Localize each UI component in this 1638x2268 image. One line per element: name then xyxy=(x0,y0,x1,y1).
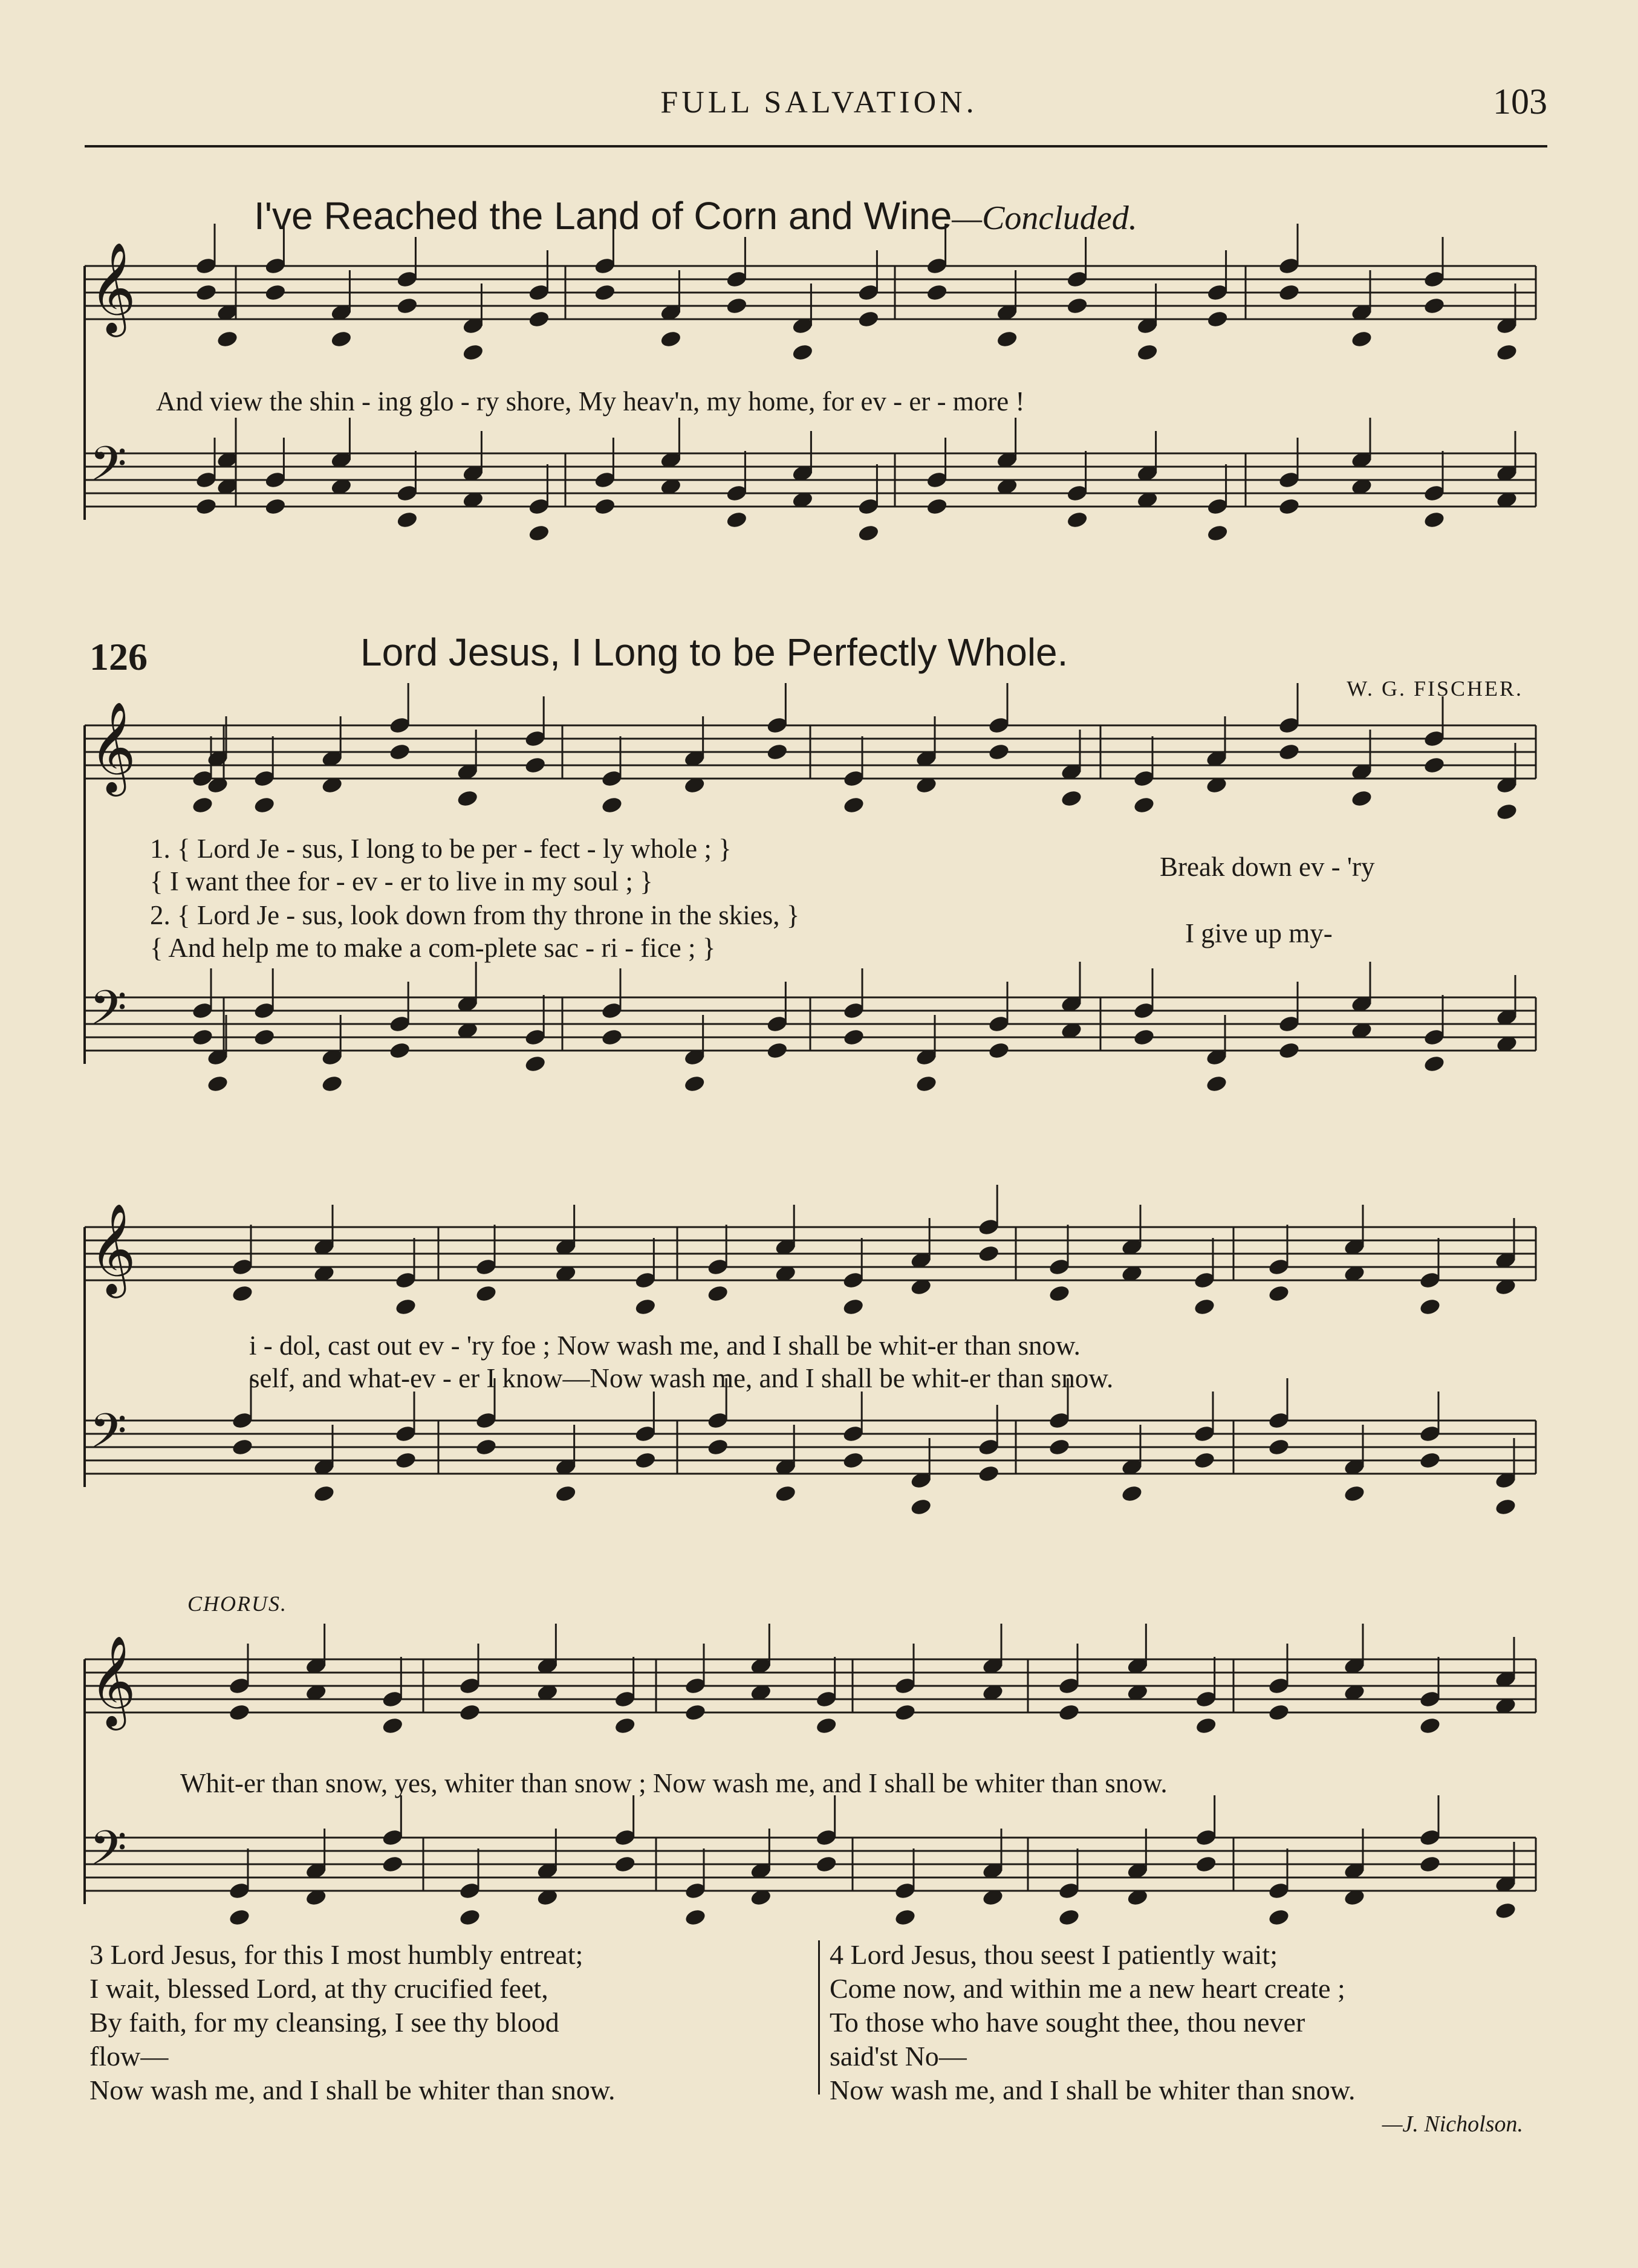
notehead xyxy=(594,283,617,302)
notehead xyxy=(382,1716,405,1735)
bass-clef-icon: 𝄢 xyxy=(89,436,127,504)
notehead xyxy=(1205,1074,1228,1094)
treble-clef-icon: 𝄞 xyxy=(89,241,136,333)
s2-verse1: i - dol, cast out ev - 'ry foe ; Now wash me, and I shall be whit-er than snow. xyxy=(249,1330,1081,1361)
verse-3-line: 3 Lord Jesus, for this I most humbly entreat; xyxy=(89,1939,583,1970)
notehead xyxy=(766,1041,789,1060)
notehead xyxy=(231,1437,254,1457)
notehead xyxy=(1278,497,1301,516)
notehead xyxy=(195,283,218,302)
notehead xyxy=(330,329,353,349)
notehead xyxy=(842,1451,865,1470)
s1-verse2-line-b: { And help me to make a com-plete sac - ri - fice ; } xyxy=(150,933,716,963)
notehead xyxy=(394,1297,417,1317)
notehead xyxy=(195,497,218,516)
notehead xyxy=(1195,1716,1218,1735)
notehead xyxy=(660,329,683,349)
prev-hymn-lyric: And view the shin - ing glo - ry shore, My heav'n, my home, for ev - er - more ! xyxy=(156,386,1025,416)
notehead xyxy=(926,497,949,516)
notehead xyxy=(842,1028,865,1047)
verse-4-line: 4 Lord Jesus, thou seest I patiently wait; xyxy=(830,1939,1278,1970)
notehead xyxy=(475,1437,498,1457)
verse-3-line: Now wash me, and I shall be whiter than snow. xyxy=(89,2075,616,2105)
notehead xyxy=(857,523,880,543)
notehead xyxy=(987,742,1010,762)
notehead xyxy=(726,296,749,316)
notehead xyxy=(614,1716,637,1735)
notehead xyxy=(600,1028,623,1047)
notehead xyxy=(313,1484,336,1503)
notehead xyxy=(894,1908,917,1927)
notehead xyxy=(462,343,485,362)
verse-3 xyxy=(89,1938,616,2107)
notehead xyxy=(1060,789,1083,808)
notehead xyxy=(1048,1284,1071,1303)
staff xyxy=(85,1624,1536,1735)
bass-clef-icon: 𝄢 xyxy=(89,980,127,1048)
notehead xyxy=(228,1703,251,1722)
verse-3-line: flow— xyxy=(89,2041,169,2072)
notehead xyxy=(1193,1297,1216,1317)
bass-clef-icon: 𝄢 xyxy=(89,1403,127,1471)
notehead xyxy=(706,1284,729,1303)
notehead xyxy=(528,309,551,329)
verse-3-line: By faith, for my cleansing, I see thy blood xyxy=(89,2007,559,2038)
notehead xyxy=(1423,296,1446,316)
notehead xyxy=(791,343,814,362)
notehead xyxy=(1058,1703,1081,1722)
notehead xyxy=(774,1484,797,1503)
notehead xyxy=(1267,1703,1290,1722)
notehead xyxy=(1419,1297,1441,1317)
verse-divider xyxy=(818,1940,820,2095)
verse-4 xyxy=(830,1938,1356,2107)
notehead xyxy=(977,1464,1000,1483)
notehead xyxy=(1494,1901,1517,1920)
notehead xyxy=(1494,1497,1517,1517)
notehead xyxy=(1267,1284,1290,1303)
notehead xyxy=(683,1074,706,1094)
s1-verse1-tail: Break down ev - 'ry xyxy=(1160,852,1375,882)
notehead xyxy=(1495,343,1518,362)
staff xyxy=(85,224,1536,362)
notehead xyxy=(228,1908,251,1927)
notehead xyxy=(382,1855,405,1874)
notehead xyxy=(634,1297,657,1317)
notehead xyxy=(1350,789,1373,808)
notehead xyxy=(600,795,623,815)
notehead xyxy=(1193,1451,1216,1470)
notehead xyxy=(1206,523,1229,543)
verse-4-line: Come now, and within me a new heart create ; xyxy=(830,1973,1345,2004)
staff xyxy=(85,418,1536,543)
notehead xyxy=(191,795,214,815)
notehead xyxy=(634,1451,657,1470)
composer: W. G. FISCHER. xyxy=(1347,676,1523,701)
notehead xyxy=(1423,510,1446,530)
notehead xyxy=(206,1074,229,1094)
staff xyxy=(85,1378,1536,1517)
staff xyxy=(85,1795,1536,1927)
notehead xyxy=(857,309,880,329)
notehead xyxy=(987,1041,1010,1060)
notehead xyxy=(977,1244,1000,1263)
notehead xyxy=(475,1284,498,1303)
notehead xyxy=(388,742,411,762)
notehead xyxy=(1133,795,1155,815)
chorus-lyric: Whit-er than snow, yes, whiter than snow ; Now wash me, and I shall be whiter than snow. xyxy=(180,1768,1168,1798)
notehead xyxy=(1206,309,1229,329)
notehead xyxy=(1419,1716,1441,1735)
notehead xyxy=(1278,283,1301,302)
notehead xyxy=(1278,742,1301,762)
hymn-title: Lord Jesus, I Long to be Perfectly Whole. xyxy=(360,630,1068,674)
page-number: 103 xyxy=(1493,82,1547,122)
notehead xyxy=(1267,1908,1290,1927)
notehead xyxy=(706,1437,729,1457)
attribution: —J. Nicholson. xyxy=(1382,2111,1523,2137)
notehead xyxy=(1423,756,1446,775)
s1-verse2-tail: I give up my- xyxy=(1185,918,1333,948)
notehead xyxy=(894,1703,917,1722)
notehead xyxy=(1133,1028,1155,1047)
notehead xyxy=(915,1074,938,1094)
staff xyxy=(85,1185,1536,1317)
prev-hymn-title: I've Reached the Land of Corn and Wine xyxy=(254,194,952,238)
notehead xyxy=(1267,1437,1290,1457)
s2-verse2: self, and what-ev - er I know—Now wash me, and I shall be whit-er than snow. xyxy=(249,1363,1114,1393)
notehead xyxy=(524,1054,547,1074)
notehead xyxy=(842,1297,865,1317)
notehead xyxy=(684,1908,707,1927)
s1-verse1-line-b: { I want thee for - ev - er to live in my soul ; } xyxy=(150,866,653,896)
treble-clef-icon: 𝄞 xyxy=(89,1202,136,1294)
notehead xyxy=(253,795,276,815)
staff xyxy=(85,962,1536,1094)
running-title: FULL SALVATION. xyxy=(660,85,978,120)
verse-4-line: Now wash me, and I shall be whiter than snow. xyxy=(830,2075,1356,2105)
notehead xyxy=(1136,343,1159,362)
notehead xyxy=(614,1855,637,1874)
verse-4-line: To those who have sought thee, thou never xyxy=(830,2007,1305,2038)
notehead xyxy=(253,1028,276,1047)
bass-clef-icon: 𝄢 xyxy=(89,1820,127,1888)
notehead xyxy=(388,1041,411,1060)
notehead xyxy=(726,510,749,530)
notehead xyxy=(926,283,949,302)
notehead xyxy=(996,329,1019,349)
notehead xyxy=(191,1028,214,1047)
prev-hymn-concluded: —Concluded. xyxy=(952,199,1137,237)
notehead xyxy=(909,1497,932,1517)
notehead xyxy=(264,497,287,516)
notehead xyxy=(1058,1908,1081,1927)
verse-3-line: I wait, blessed Lord, at thy crucified feet, xyxy=(89,1973,548,2004)
notehead xyxy=(1419,1451,1441,1470)
staff xyxy=(85,683,1536,821)
notehead xyxy=(216,329,239,349)
s1-verse1-line-a: 1. { Lord Je - sus, I long to be per - fect - ly whole ; } xyxy=(150,834,732,864)
notehead xyxy=(594,497,617,516)
notehead xyxy=(396,296,419,316)
notehead xyxy=(394,1451,417,1470)
notehead xyxy=(320,1074,343,1094)
notehead xyxy=(1350,329,1373,349)
notehead xyxy=(1066,510,1089,530)
notehead xyxy=(1423,1054,1446,1074)
treble-clef-icon: 𝄞 xyxy=(89,1635,136,1726)
notehead xyxy=(524,756,547,775)
notehead xyxy=(1195,1855,1218,1874)
notehead xyxy=(554,1484,577,1503)
notehead xyxy=(1495,802,1518,821)
notehead xyxy=(815,1716,838,1735)
hymn-number: 126 xyxy=(89,635,148,678)
notehead xyxy=(1120,1484,1143,1503)
verse-4-line: said'st No— xyxy=(830,2041,967,2072)
notehead xyxy=(264,283,287,302)
notehead xyxy=(231,1284,254,1303)
notehead xyxy=(1278,1041,1301,1060)
notehead xyxy=(458,1703,481,1722)
s1-verse2-line-a: 2. { Lord Je - sus, look down from thy throne in the skies, } xyxy=(150,900,800,930)
notehead xyxy=(1048,1437,1071,1457)
notehead xyxy=(528,523,551,543)
notehead xyxy=(458,1908,481,1927)
treble-clef-icon: 𝄞 xyxy=(89,701,136,792)
chorus-label: CHORUS. xyxy=(187,1592,287,1616)
notehead xyxy=(684,1703,707,1722)
notehead xyxy=(1343,1484,1366,1503)
notehead xyxy=(396,510,419,530)
notehead xyxy=(815,1855,838,1874)
notehead xyxy=(842,795,865,815)
notehead xyxy=(766,742,789,762)
notehead xyxy=(1419,1855,1441,1874)
notehead xyxy=(456,789,479,808)
notehead xyxy=(1066,296,1089,316)
